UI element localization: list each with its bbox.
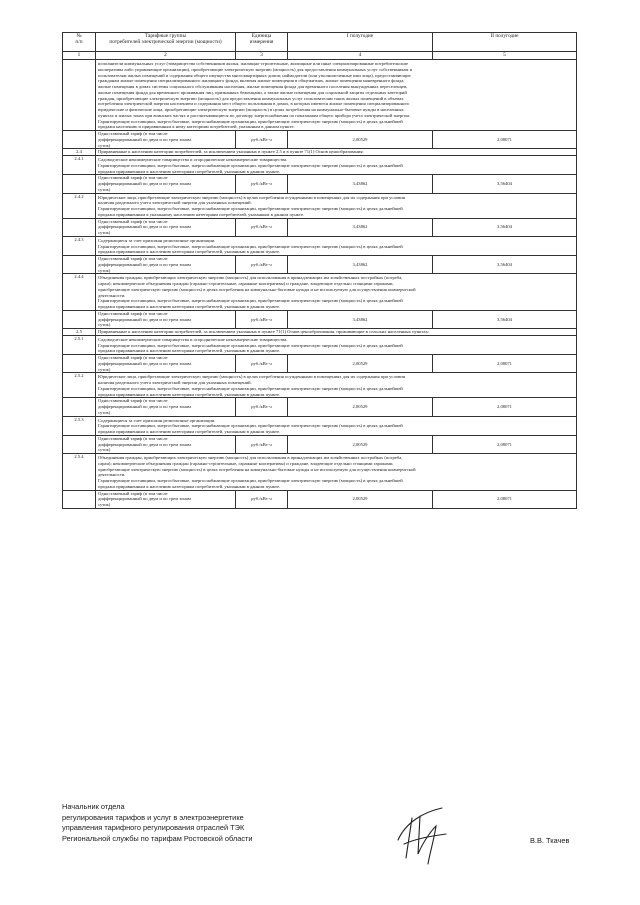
col-num-3: 3 (236, 52, 288, 60)
description-line: сараи); некоммерческие объединения граждан (гаражно-строительные, гаражные кооперативы) и граждане, владеющие отдельно стоящими гаражами, (98, 281, 394, 286)
header-no: № п/п (63, 33, 96, 52)
tariff-unit: руб./кВт·ч (236, 175, 288, 193)
description-line: юридические и физические лица, приобретающие электрическую энергию (мощность) в целях потребления на коммунально-бытовые нужды в населенных (98, 107, 404, 112)
tariff-unit: руб./кВт·ч (236, 218, 288, 236)
item-row (63, 193, 577, 218)
description-line: Гарантирующие поставщики, энергосбытовые, энергоснабжающие организации, приобретающие электрическую энергию (мощность) в целях дальнейшей (98, 385, 403, 391)
description-line: продажи приравненным к населению категориям потребителей, указанным в данном пункте. (98, 348, 281, 354)
item-number: 2.4.3 (63, 236, 96, 255)
tariff-row (63, 256, 577, 274)
description-line: Содержащиеся за счет прихожан религиозные организации. (98, 417, 216, 423)
item-description (96, 335, 577, 354)
description-line: жилые помещения фонда для временного проживания лиц, признанных беженцами, а также жилые помещения для социальной защиты отдельных категорий (98, 89, 407, 95)
tariff-label: Одноставочный тариф (в том числе дифференцированный по двум и по трем зонам суток) (96, 175, 236, 193)
tariff-row (63, 175, 577, 193)
tariff-value-half2: 2,08071 (433, 398, 577, 416)
tariff-label: Одноставочный тариф (в том числе дифференцированный по двум и по трем зонам суток) (96, 490, 236, 508)
tariff-empty-cell (63, 490, 96, 508)
signature-line: Региональной службы по тарифам Ростовской области (62, 833, 253, 843)
col-num-4: 4 (288, 52, 433, 60)
tariff-table (62, 32, 577, 509)
section-row-2-5 (63, 329, 577, 336)
description-line: продажи приравненным к населению категориям потребителей, указанным в данном пункте. (98, 391, 281, 397)
tariff-value-half2: 3,56404 (433, 310, 577, 328)
description-line: Гарантирующие поставщики, энергосбытовые, энергоснабжающие организации, приобретающие электрическую энергию (мощность) в целях дальнейшей (98, 478, 403, 483)
tariff-empty-cell (63, 355, 96, 373)
tariff-value-half2: 3,56404 (433, 218, 577, 236)
item-number: 2.4.2 (63, 193, 96, 218)
table-header-row (63, 33, 577, 52)
description-line: продажи приравненным к населению категориям потребителей, указанным в данном пункте. (98, 249, 281, 255)
column-number-row (63, 52, 577, 60)
tariff-label: Одноставочный тариф (в том числе дифференцированный по двум и по трем зонам суток) (96, 435, 236, 453)
tariff-label: Одноставочный тариф (в том числе дифференцированный по двум и по трем зонам суток) (96, 310, 236, 328)
tariff-value-half1: 3,43862 (288, 175, 433, 193)
item-description (96, 236, 577, 255)
section-title: Приравненные к населению категории потребителей, за исключением указанных в пункте 71(1) Основ ценообразования, проживающие в сельских населенных пунктах: (96, 329, 577, 336)
tariff-row (63, 398, 577, 416)
tariff-row (63, 435, 577, 453)
tariff-empty-cell (63, 175, 96, 193)
continuation-row (63, 60, 577, 131)
tariff-label: Одноставочный тариф (в том числе дифференцированный по двум и по трем зонам суток) (96, 218, 236, 236)
description-line: Садоводческие некоммерческие товарищества и огороднические некоммерческие товарищества. (98, 336, 288, 342)
header-half1: I полугодие (288, 33, 433, 52)
item-row (63, 274, 577, 311)
tariff-value-half1: 2,00529 (288, 355, 433, 373)
description-line: деятельности. (98, 292, 126, 298)
tariff-empty-cell (63, 256, 96, 274)
item-number: 2.4.4 (63, 274, 96, 311)
description-line: продажи приравненным к населению категориям потребителей, указанным в данном пункте. (98, 168, 281, 174)
description-line: Садоводческие некоммерческие товарищества и огороднические некоммерческие товарищества. (98, 157, 288, 162)
item-number: 2.5.4 (63, 454, 96, 491)
tariff-label: Одноставочный тариф (в том числе дифференцированный по двум и по трем зонам суток) (96, 256, 236, 274)
signature-block (62, 802, 253, 844)
tariff-unit: руб./кВт·ч (236, 490, 288, 508)
description-line: продажи приравненным к указанному населению категориям потребителей, указанным в данном пункте. (98, 211, 305, 217)
description-line: наличия раздельного учета электрической энергии для указанных помещений. (98, 200, 252, 206)
description-line: потребления электрической энергии населением и содержания мест общего пользования в домах, в которых имеются жилые помещения специализированного (98, 101, 410, 107)
description-line: пользователям жилых помещений и содержания общего имущества многоквартирных домов; наймодатели (или уполномоченные ими лица), предоставляющие (98, 72, 411, 78)
header-half2: II полугодие (433, 33, 577, 52)
tariff-row (63, 355, 577, 373)
description-line: Гарантирующие поставщики, энергосбытовые, энергоснабжающие организации, приобретающие электрическую энергию (мощность) в целях дальнейшей (98, 206, 403, 211)
tariff-value-half2: 3,56404 (433, 256, 577, 274)
description-line: пунктах и жилых зонах при воинских частях и рассчитывающиеся по договору энергоснабжения по показаниям общего прибора учета электрической энергии. (98, 112, 411, 118)
signatory-name: В.В. Ткачев (530, 836, 570, 845)
description-line: исполнители коммунальных услуг (товарищества собственников жилья, жилищно-строительные, жилищные или иные специализированные потребительские (98, 61, 409, 66)
tariff-unit: руб./кВт·ч (236, 355, 288, 373)
tariff-value-half2: 3,56404 (433, 175, 577, 193)
item-row (63, 373, 577, 398)
tariff-value-half2: 2,08071 (433, 355, 577, 373)
signature-line: Начальник отдела (62, 802, 125, 811)
item-description (96, 274, 577, 311)
tariff-value-half1: 3,43862 (288, 218, 433, 236)
item-description (96, 60, 577, 131)
description-line: Объединения граждан, приобретающих электрическую энергию (мощность) для использования в принадлежащих им хозяйственных постройках (погреба, (98, 455, 403, 460)
section-title: Приравненные к населению категории потребителей, за исключением указанных в пункте 2.5 и в пункте 71(1) Основ ценообразования: (96, 149, 577, 156)
description-line: продажи населению и приравненным к нему категориям потребителей, указанным в данном пункте. (98, 124, 295, 130)
description-line: продажи приравненным к населению категориям потребителей, указанным в данном пункте. (98, 483, 281, 489)
item-number: 2.4.1 (63, 156, 96, 175)
item-number (63, 60, 96, 131)
tariff-empty-cell (63, 435, 96, 453)
item-description (96, 193, 577, 218)
item-row (63, 335, 577, 354)
col-num-5: 5 (433, 52, 577, 60)
handwritten-signature (384, 800, 464, 872)
description-line: сараи); некоммерческие объединения граждан (гаражно-строительные, гаражные кооперативы) и граждане, владеющие отдельно стоящими гаражами, (98, 460, 394, 466)
item-row (63, 416, 577, 435)
tariff-value-half2: 2,08071 (433, 490, 577, 508)
item-number: 2.5.3 (63, 416, 96, 435)
header-groups: Тарифные группы потребителей электрической энергии (мощности) (96, 33, 236, 52)
tariff-label: Одноставочный тариф (в том числе дифференцированный по двум и по трем зонам суток) (96, 398, 236, 416)
tariff-unit: руб./кВт·ч (236, 398, 288, 416)
description-line: деятельности. (98, 472, 126, 478)
description-line: Гарантирующие поставщики, энергосбытовые, энергоснабжающие организации, приобретающие электрическую энергию (мощность) в целях дальнейшей (98, 118, 403, 124)
tariff-empty-cell (63, 131, 96, 149)
item-description (96, 454, 577, 491)
tariff-unit: руб./кВт·ч (236, 256, 288, 274)
item-number: 2.5.1 (63, 335, 96, 354)
item-row (63, 454, 577, 491)
item-description (96, 156, 577, 175)
description-line: граждан, приобретающие электрическую энергию (мощность) для предоставления коммунальных услуг пользователям таких жилых помещений в объемах (98, 95, 404, 101)
tariff-empty-cell (63, 310, 96, 328)
tariff-value-half1: 2,00529 (288, 131, 433, 149)
tariff-value-half1: 3,43862 (288, 256, 433, 274)
tariff-row (63, 218, 577, 236)
tariff-row (63, 131, 577, 149)
description-line: Гарантирующие поставщики, энергосбытовые, энергоснабжающие организации, приобретающие электрическую энергию (мощность) в целях дальнейшей (98, 298, 403, 304)
description-line: кооперативы либо управляющие организации), приобретающие электрическую энергию (мощность) для предоставления коммунальных услуг собственникам и (98, 66, 413, 72)
tariff-row (63, 310, 577, 328)
item-number: 2.5.2 (63, 373, 96, 398)
tariff-label: Одноставочный тариф (в том числе дифференцированный по двум и по трем зонам суток) (96, 355, 236, 373)
header-unit: Единица измерения (236, 33, 288, 52)
description-line: продажи приравненным к населению категориям потребителей, указанным в данном пункте. (98, 304, 281, 309)
tariff-unit: руб./кВт·ч (236, 131, 288, 149)
description-line: жилые помещения в домах системы социального обслуживания населения, жилые помещения фонда для временного поселения вынужденных переселенцев, (98, 84, 408, 89)
tariff-value-half2: 2,08071 (433, 131, 577, 149)
description-line: Гарантирующие поставщики, энергосбытовые, энергоснабжающие организации, приобретающие электрическую энергию (мощность) в целях дальнейшей (98, 162, 403, 168)
item-description (96, 373, 577, 398)
signature-line: управления тарифного регулирования отраслей ТЭК (62, 823, 245, 832)
col-num-2: 2 (96, 52, 236, 60)
signature-line: регулирования тарифов и услуг в электроэнергетике (62, 812, 244, 822)
description-line: приобретающие электрическую энергию (мощность) в целях потребления на коммунально-бытовые нужды и не используемую для осуществления коммерческой (98, 286, 416, 292)
description-line: Объединения граждан, приобретающих электрическую энергию (мощность) для использования в принадлежащих им хозяйственных постройках (погреба, (98, 275, 403, 281)
tariff-value-half1: 2,00529 (288, 398, 433, 416)
description-line: Гарантирующие поставщики, энергосбытовые, энергоснабжающие организации, приобретающие электрическую энергию (мощность) в целях дальнейшей (98, 423, 403, 429)
description-line: Содержащиеся за счет прихожан религиозные организации. (98, 237, 216, 243)
description-line: Гарантирующие поставщики, энергосбытовые, энергоснабжающие организации, приобретающие электрическую энергию (мощность) в целях дальнейшей (98, 243, 403, 249)
description-line: гражданам жилые помещения специализированного жилищного фонда, включая жилые помещения в общежитиях, жилые помещения маневренного фонда, (98, 78, 405, 84)
description-line: Юридические лица, приобретающие электрическую энергию (мощность) в целях потребления осужденными в помещениях для их содержания при условии (98, 194, 406, 200)
tariff-empty-cell (63, 218, 96, 236)
section-number: 2.5 (63, 329, 96, 336)
description-line: продажи приравненным к населению категориям потребителей, указанным в данном пункте. (98, 429, 281, 434)
description-line: наличия раздельного учета электрической энергии для указанных помещений. (98, 380, 252, 385)
description-line: приобретающие электрическую энергию (мощность) в целях потребления на коммунально-бытовые нужды и не используемую для осуществления коммерческой (98, 466, 416, 472)
tariff-empty-cell (63, 398, 96, 416)
tariff-row (63, 490, 577, 508)
tariff-unit: руб./кВт·ч (236, 310, 288, 328)
col-num-1: 1 (63, 52, 96, 60)
description-line: Гарантирующие поставщики, энергосбытовые, энергоснабжающие организации, приобретающие электрическую энергию (мощность) в целях дальнейшей (98, 342, 403, 348)
item-row (63, 156, 577, 175)
section-row-2-4 (63, 149, 577, 156)
description-line: Юридические лица, приобретающие электрическую энергию (мощность) в целях потребления осужденными в помещениях для их содержания при условии (98, 374, 406, 380)
tariff-value-half1: 3,43862 (288, 310, 433, 328)
section-number: 2.4 (63, 149, 96, 156)
item-row (63, 236, 577, 255)
tariff-label: Одноставочный тариф (в том числе дифференцированный по двум и по трем зонам суток) (96, 131, 236, 149)
tariff-unit: руб./кВт·ч (236, 435, 288, 453)
tariff-value-half1: 2,00529 (288, 490, 433, 508)
item-description (96, 416, 577, 435)
tariff-value-half2: 2,08071 (433, 435, 577, 453)
tariff-value-half1: 2,00529 (288, 435, 433, 453)
